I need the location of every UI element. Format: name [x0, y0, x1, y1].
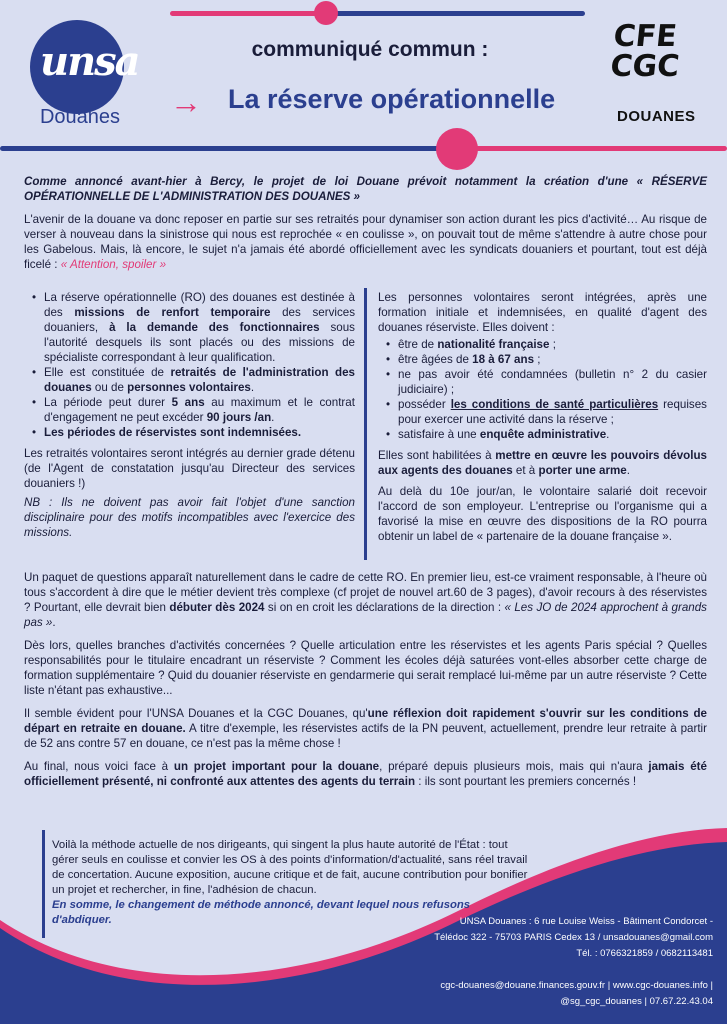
left-paragraph: Les retraités volontaires seront intégrés au dernier grade détenu (de l'Agent de constatation jusqu'au Directeur des services douaniers !)	[24, 447, 355, 490]
unsa-douanes-label: Douanes	[39, 106, 121, 128]
column-divider	[364, 288, 367, 560]
arrow-icon: →	[170, 84, 202, 120]
top-bar-pink	[170, 11, 330, 16]
list-item: • posséder les conditions de santé particulières requises pour exercer une activité dans la réserve ;	[386, 397, 707, 427]
page-title: La réserve opérationnelle	[228, 84, 556, 114]
cfe-cgc-logo: CFE CGC	[608, 19, 681, 84]
contact-line: @sg_cgc_douanes | 07.67.22.43.04	[560, 996, 713, 1007]
body-paragraph-3: Il semble évident pour l'UNSA Douanes et la CGC Douanes, qu'une réflexion doit rapidement s'ouvrir sur les conditions de départ en retraite en douane. A titre d'exemple, les réservistes actifs de la PN peuvent, actuellement, prendre leur retraite à partir de 52 ans contre 57 en douane, ce n'est pas la même chose !	[24, 707, 707, 750]
nb-note: NB : Ils ne doivent pas avoir fait l'objet d'une sanction disciplinaire pour des motifs incompatibles avec l'exercice des missions.	[24, 496, 355, 539]
unsa-logo	[30, 20, 139, 114]
quote-text: Voilà la méthode actuelle de nos dirigeants, qui singent la plus haute autorité de l'État : tout gérer seuls en coulisse et convier les OS à des points d'information/d'actualité, sans réel travail de concertation. Aucune exposition, aucune critique et de fait, aucune contribution pour bonifier un projet et rechercher, in fine, l'adhésion de chacun.	[52, 839, 528, 896]
contact-line: UNSA Douanes : 6 rue Louise Weiss - Bâtiment Condorcet -	[459, 916, 713, 927]
list-item: • Elle est constituée de retraités de l'administration des douanes ou de personnes volontaires.	[32, 365, 355, 395]
list-item: • ne pas avoir été condamnées (bulletin n° 2 du casier judiciaire) ;	[386, 367, 707, 397]
cfe-douanes-label: DOUANES	[617, 108, 696, 125]
quote-emphasis: En somme, le changement de méthode annoncé, devant lequel nous refusons d'abdiquer.	[52, 899, 471, 926]
right-paragraph-2: Elles sont habilitées à mettre en œuvre les pouvoirs dévolus aux agents des douanes et à porter une arme.	[378, 449, 708, 477]
list-item: • Les périodes de réservistes sont indemnisées.	[32, 425, 355, 440]
contact-line: Tél. : 0766321859 / 0682113481	[576, 948, 713, 959]
right-paragraph-3: Au delà du 10e jour/an, le volontaire salarié doit recevoir l'accord de son employeur. L'entreprise ou l'organisme qui a favorisé la mise en œuvre des dispositions de la RO pourra obtenir un label de « partenaire de la douane française ».	[378, 485, 707, 543]
top-bar-navy	[330, 11, 585, 16]
list-item: • La période peut durer 5 ans au maximum et le contrat d'engagement ne peut excéder 90 jours /an.	[32, 395, 355, 425]
right-column	[378, 290, 707, 552]
cgc-contact	[440, 978, 713, 1010]
contact-line: cgc-douanes@douane.finances.gouv.fr | www.cgc-douanes.info |	[440, 980, 713, 991]
mid-dot	[436, 128, 478, 170]
quote-bar	[42, 830, 45, 938]
body-paragraph-2: Dès lors, quelles branches d'activités concernées ? Quelle articulation entre les réservistes et les agents Paris spécial ? Quelles responsabilités pour le titulaire encadrant un réserviste ? Comment les écoles déjà saturées vont-elles absorber cette charge de formation supplémentaire ? Quid du douanier réserviste en gendarmerie qui serait remplacé lui-même par un autre réserviste ? Cette liste n'étant pas exhaustive...	[24, 639, 707, 697]
list-item: • La réserve opérationnelle (RO) des douanes est destinée à des missions de renfort temporaire des services douaniers, à la demande des fonctionnaires sous l'autorité desquels ils sont placés ou des missions de spécialiste correspondant à leur qualification.	[32, 290, 355, 365]
body-paragraph-4: Au final, nous voici face à un projet important pour la douane, préparé depuis plusieurs mois, mais qui n'aura jamais été officiellement présenté, ni confronté aux attentes des agents du terrain : ils sont pourtant les premiers concernés !	[24, 760, 707, 788]
mid-bar-pink	[460, 146, 727, 151]
unsa-logo-text: unsa	[40, 38, 139, 85]
body-paragraph-1: Un paquet de questions apparaît naturellement dans le cadre de cette RO. En premier lieu, est-ce vraiment responsable, à l'heure où tous s'accordent à dire que le métier devient très complexe (cf projet de nouvel art.60 de 3 pages), d'avoir recours à des réservistes ? Pourtant, elle devrait bien débuter dès 2024 si on en croit les déclarations de la direction : « Les JO de 2024 approchent à grands pas ».	[24, 571, 707, 629]
intro-paragraph-2: L'avenir de la douane va donc reposer en partie sur ses retraités pour dynamiser son action durant les pics d'activité… Au risque de verser à nouveau dans la sinistrose qui nous est reprochée « en coulisse », on pouvait tout de même s'attendre à autre chose pour les Gabelous. Mais, là encore, le sujet n'a jamais été abordé officiellement avec les syndicats douaniers et pourtant, tout est déjà ficelé : « Attention, spoiler »	[24, 213, 707, 271]
header-subtitle: communiqué commun :	[251, 38, 489, 61]
unsa-contact	[434, 914, 713, 962]
right-paragraph-1: Les personnes volontaires seront intégrées, après une formation initiale et indemnisées, en qualité d'agent des douanes réserviste. Elles doivent :	[378, 291, 707, 334]
left-column	[24, 290, 355, 548]
intro-paragraph-1: Comme annoncé avant-hier à Bercy, le projet de loi Douane prévoit notamment la création d'une « RÉSERVE OPÉRATIONNELLE DE L'ADMINISTRATION DES DOUANES »	[24, 175, 707, 203]
list-item: • être âgées de 18 à 67 ans ;	[386, 352, 707, 367]
top-dot	[314, 1, 338, 25]
list-item: • être de nationalité française ;	[386, 337, 707, 352]
contact-line: Télédoc 322 - 75703 PARIS Cedex 13 / unsadouanes@gmail.com	[434, 932, 713, 943]
list-item: • satisfaire à une enquête administrative.	[386, 427, 707, 442]
intro-section	[24, 174, 707, 280]
body-section	[24, 570, 707, 797]
mid-bar-navy	[0, 146, 440, 151]
